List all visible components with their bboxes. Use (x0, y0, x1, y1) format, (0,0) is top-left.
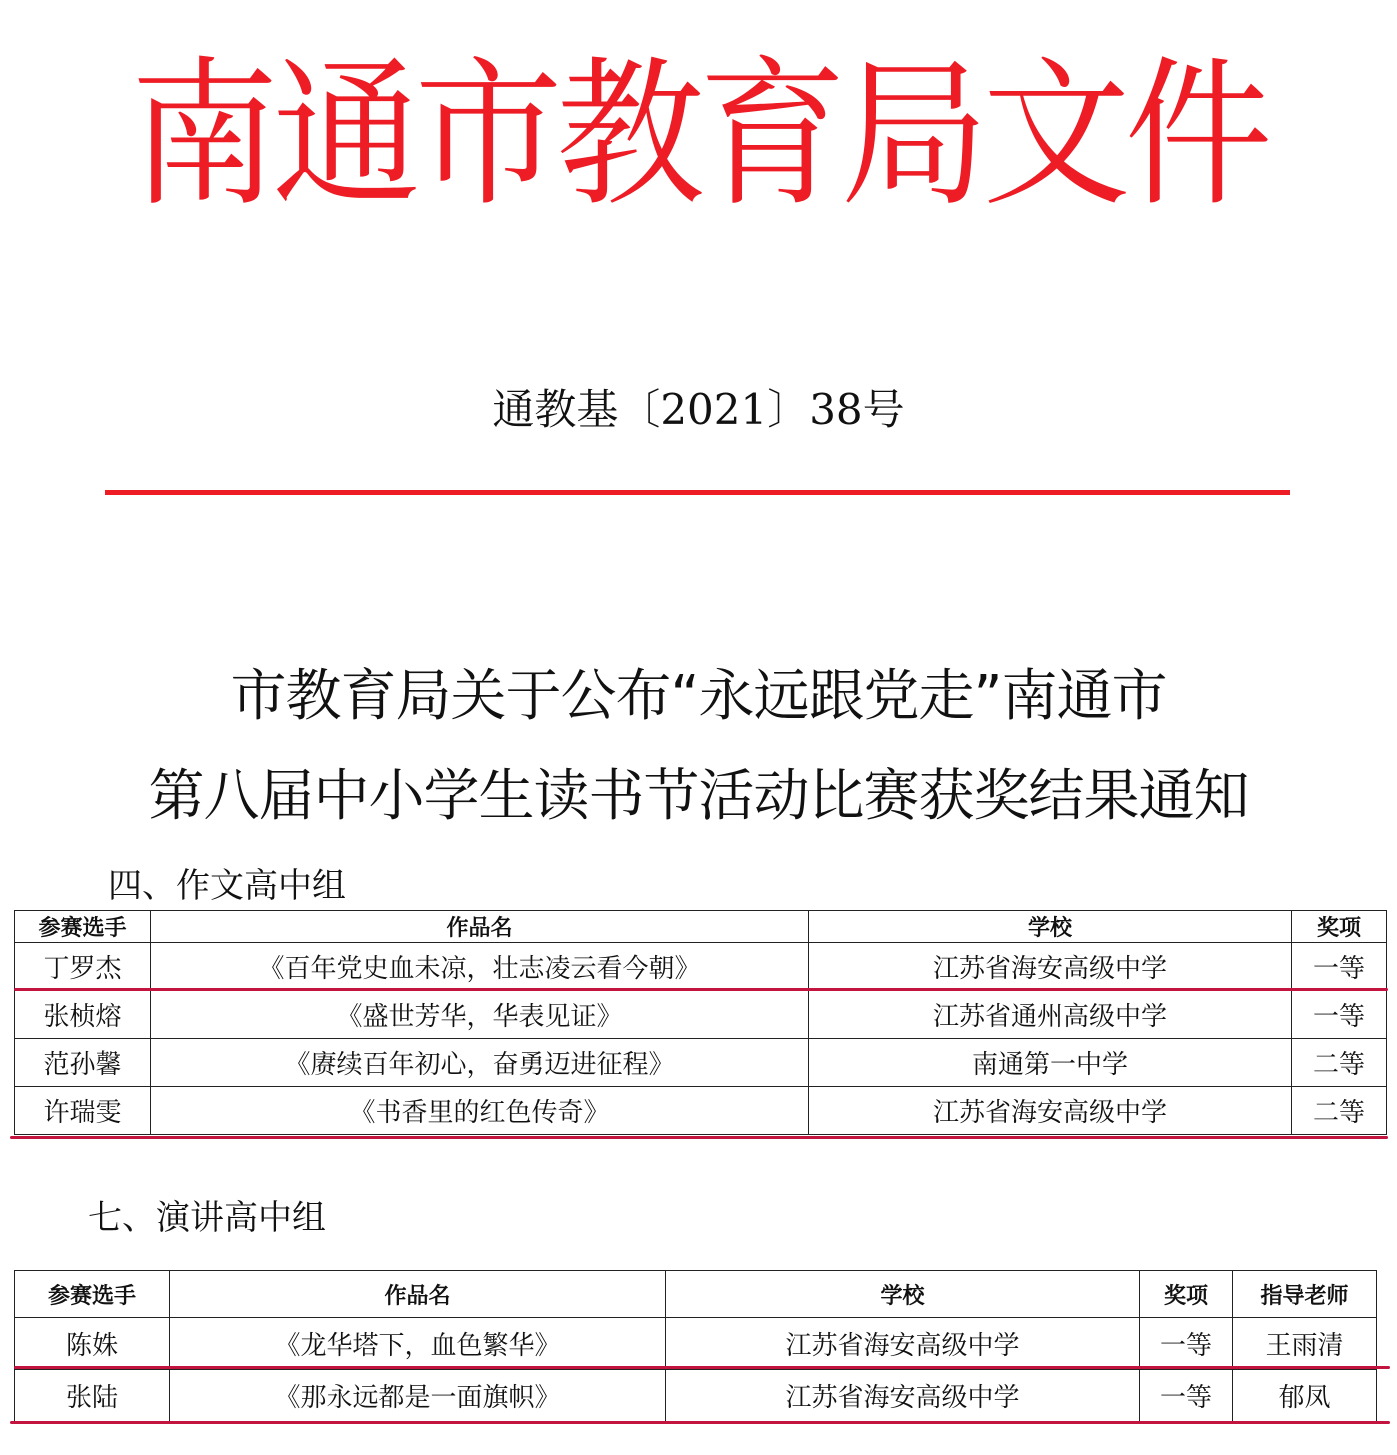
column-header: 指导老师 (1233, 1271, 1377, 1318)
school-name: 江苏省海安高级中学 (666, 1318, 1140, 1370)
column-header: 学校 (809, 911, 1292, 943)
school-name: 江苏省海安高级中学 (809, 943, 1292, 991)
speech-section-heading: 七、演讲高中组 (88, 1198, 326, 1238)
table-row (15, 991, 1387, 1039)
column-header: 奖项 (1140, 1271, 1233, 1318)
table-row (15, 1370, 1377, 1422)
participant-name: 许瑞雯 (15, 1087, 151, 1135)
work-title: 《书香里的红色传奇》 (151, 1087, 809, 1135)
table-row (15, 1039, 1387, 1087)
award-level: 一等 (1140, 1370, 1233, 1422)
work-title: 《百年党史血未凉，壮志凌云看今朝》 (151, 943, 809, 991)
column-header: 作品名 (151, 911, 809, 943)
school-name: 江苏省海安高级中学 (666, 1370, 1140, 1422)
notice-title-line1: 市教育局关于公布“永远跟党走”南通市 (230, 664, 1167, 729)
highlight-underline (10, 1421, 1390, 1424)
highlight-underline (14, 1366, 1390, 1369)
table-row (15, 943, 1387, 991)
advisor-name: 王雨清 (1233, 1318, 1377, 1370)
school-name: 南通第一中学 (809, 1039, 1292, 1087)
column-header: 参赛选手 (15, 911, 151, 943)
document-number: 通教基〔2021〕38号 (492, 385, 905, 434)
award-level: 一等 (1292, 943, 1387, 991)
participant-name: 丁罗杰 (15, 943, 151, 991)
participant-name: 张桢熔 (15, 991, 151, 1039)
agency-masthead: 南通市教育局文件 (130, 42, 1267, 228)
notice-title-line2: 第八届中小学生读书节活动比赛获奖结果通知 (148, 764, 1249, 829)
highlight-underline (14, 988, 1388, 991)
work-title: 《赓续百年初心，奋勇迈进征程》 (151, 1039, 809, 1087)
essay-results-table (14, 910, 1387, 1135)
award-level: 二等 (1292, 1039, 1387, 1087)
school-name: 江苏省海安高级中学 (809, 1087, 1292, 1135)
work-title: 《那永远都是一面旗帜》 (170, 1370, 666, 1422)
column-header: 参赛选手 (15, 1271, 170, 1318)
participant-name: 陈姝 (15, 1318, 170, 1370)
column-header: 作品名 (170, 1271, 666, 1318)
award-level: 一等 (1292, 991, 1387, 1039)
red-divider-line (105, 490, 1290, 495)
table-header-row (15, 911, 1387, 943)
advisor-name: 郁凤 (1233, 1370, 1377, 1422)
column-header: 学校 (666, 1271, 1140, 1318)
table-row (15, 1087, 1387, 1135)
work-title: 《龙华塔下，血色繁华》 (170, 1318, 666, 1370)
work-title: 《盛世芳华，华表见证》 (151, 991, 809, 1039)
table-header-row (15, 1271, 1377, 1318)
school-name: 江苏省通州高级中学 (809, 991, 1292, 1039)
essay-section-heading: 四、作文高中组 (108, 866, 346, 906)
participant-name: 范孙馨 (15, 1039, 151, 1087)
award-level: 一等 (1140, 1318, 1233, 1370)
participant-name: 张陆 (15, 1370, 170, 1422)
column-header: 奖项 (1292, 911, 1387, 943)
award-level: 二等 (1292, 1087, 1387, 1135)
speech-results-table (14, 1270, 1377, 1422)
highlight-underline (10, 1136, 1388, 1139)
table-row (15, 1318, 1377, 1370)
